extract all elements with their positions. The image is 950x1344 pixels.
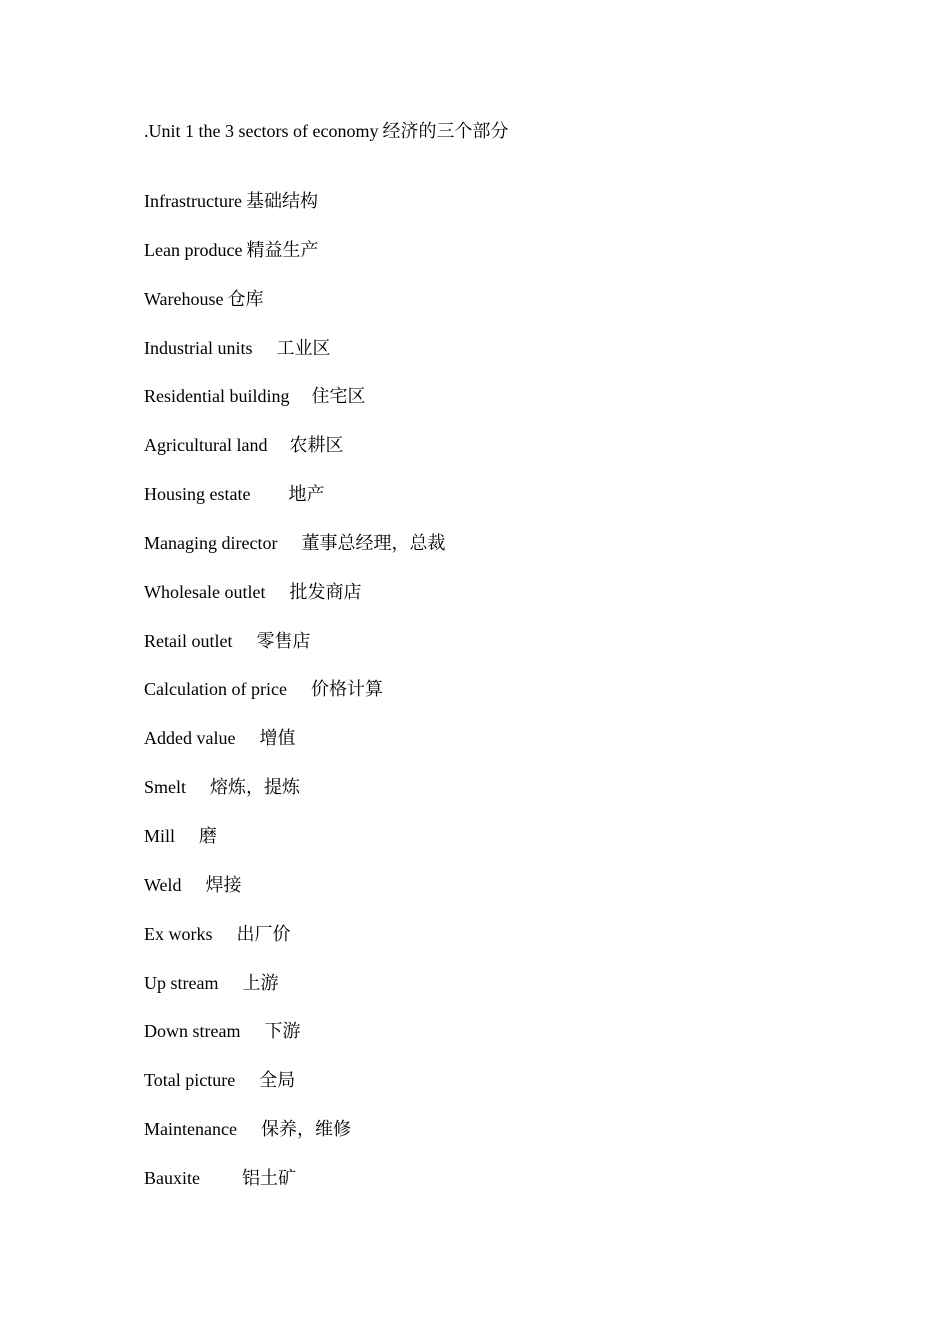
- vocabulary-entry: [144, 286, 445, 335]
- vocabulary-entry: [144, 725, 445, 774]
- term-zh: 焊接: [205, 874, 242, 896]
- term-en: Lean produce: [144, 239, 243, 260]
- term-zh: 仓库: [227, 288, 264, 310]
- term-zh: 铝土矿: [242, 1167, 296, 1189]
- term-en: Wholesale outlet: [144, 581, 266, 602]
- term-zh: 工业区: [276, 337, 331, 359]
- vocabulary-entry: [144, 774, 445, 823]
- vocabulary-entry: [144, 237, 445, 286]
- term-en: Bauxite: [144, 1167, 200, 1188]
- term-en: Added value: [144, 728, 236, 749]
- vocabulary-entry: [144, 872, 445, 921]
- vocabulary-entry: [144, 676, 445, 725]
- vocabulary-entry: [144, 335, 445, 384]
- term-en: Maintenance: [144, 1119, 237, 1140]
- term-zh: 价格计算: [310, 679, 383, 701]
- page-title-en: .Unit 1 the 3 sectors of economy: [144, 121, 379, 141]
- page-title: [144, 118, 508, 145]
- vocabulary-list: [144, 188, 445, 1214]
- term-en: Mill: [144, 825, 176, 846]
- term-en: Housing estate: [144, 484, 251, 505]
- term-en: Weld: [144, 874, 182, 895]
- term-zh: 增值: [259, 728, 296, 750]
- term-zh: 熔炼，提炼: [210, 777, 301, 799]
- vocabulary-entry: [144, 188, 445, 237]
- vocabulary-entry: [144, 1116, 445, 1165]
- term-zh: 下游: [264, 1021, 301, 1043]
- term-zh: 零售店: [256, 630, 311, 652]
- term-en: Up stream: [144, 972, 219, 993]
- vocabulary-entry: [144, 579, 445, 628]
- page-title-zh: 经济的三个部分: [382, 121, 509, 142]
- term-en: Smelt: [144, 777, 187, 798]
- term-en: Total picture: [144, 1070, 236, 1091]
- term-en: Retail outlet: [144, 630, 233, 651]
- term-zh: 保养，维修: [260, 1119, 351, 1141]
- vocabulary-entry: [144, 921, 445, 970]
- term-en: Infrastructure: [144, 191, 242, 211]
- term-zh: 磨: [199, 825, 218, 847]
- term-zh: 地产: [288, 484, 325, 506]
- term-zh: 精益生产: [246, 239, 319, 261]
- vocabulary-entry: [144, 628, 445, 677]
- vocabulary-entry: [144, 1018, 445, 1067]
- term-zh: 董事总经理，总裁: [301, 532, 446, 554]
- term-zh: 出厂价: [236, 923, 291, 945]
- term-en: Ex works: [144, 923, 213, 944]
- term-zh: 全局: [259, 1070, 296, 1092]
- term-en: Residential building: [144, 386, 290, 407]
- term-en: Agricultural land: [144, 435, 268, 456]
- vocabulary-entry: [144, 383, 445, 432]
- vocabulary-entry: [144, 481, 445, 530]
- term-zh: 批发商店: [289, 581, 362, 603]
- vocabulary-entry: [144, 1165, 445, 1214]
- term-zh: 上游: [242, 972, 279, 994]
- term-en: Managing director: [144, 532, 278, 553]
- term-zh: 农耕区: [289, 435, 344, 457]
- term-en: Warehouse: [144, 288, 224, 309]
- term-zh: 住宅区: [311, 386, 366, 408]
- term-en: Down stream: [144, 1021, 241, 1042]
- vocabulary-entry: [144, 432, 445, 481]
- term-en: Calculation of price: [144, 679, 287, 700]
- vocabulary-entry: [144, 1067, 445, 1116]
- vocabulary-entry: [144, 970, 445, 1019]
- term-en: Industrial units: [144, 337, 253, 358]
- vocabulary-entry: [144, 823, 445, 872]
- term-zh: 基础结构: [245, 191, 318, 212]
- vocabulary-entry: [144, 530, 445, 579]
